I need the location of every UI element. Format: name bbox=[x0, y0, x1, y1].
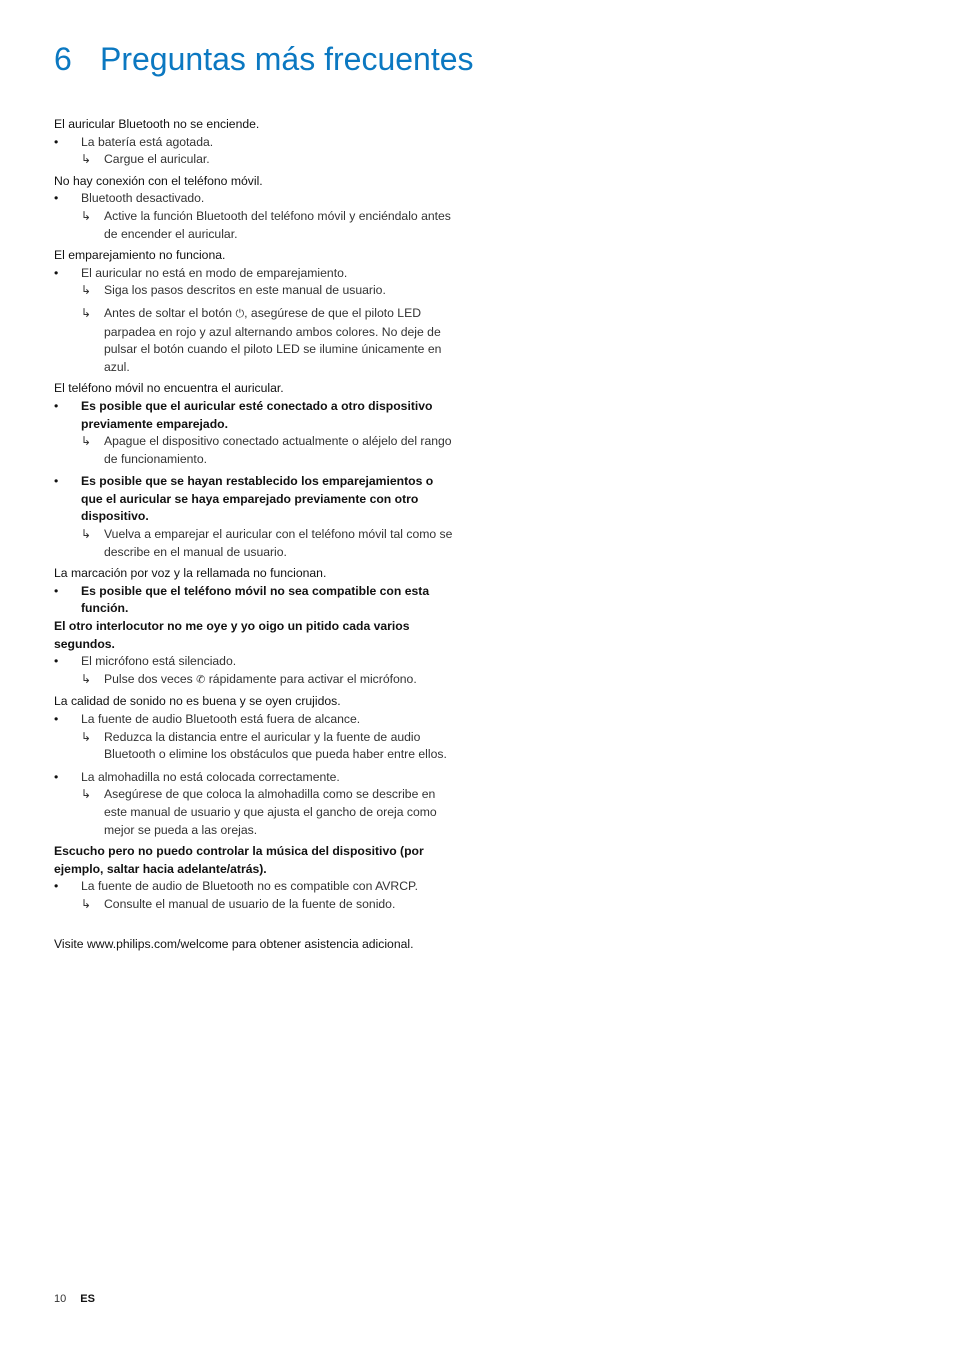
faq-section bbox=[54, 693, 454, 839]
arrow-icon: ↳ bbox=[81, 729, 92, 744]
faq-cause bbox=[54, 653, 454, 689]
cause-text: Es posible que se hayan restablecido los emparejamientos o que el auricular se haya emparejado previamente con otro dispositivo. bbox=[81, 474, 434, 524]
chapter-title: Preguntas más frecuentes bbox=[100, 41, 474, 77]
faq-question: La calidad de sonido no es buena y se oyen crujidos. bbox=[54, 694, 341, 709]
cause-text: Bluetooth desactivado. bbox=[81, 191, 205, 206]
bullet-icon: • bbox=[54, 654, 59, 669]
solution-text: Reduzca la distancia entre el auricular y la fuente de audio Bluetooth o elimine los obstáculos que pueda haber entre ellos. bbox=[104, 729, 447, 762]
bullet-icon: • bbox=[54, 265, 59, 280]
bullet-icon: • bbox=[54, 712, 59, 726]
faq-solution bbox=[81, 208, 454, 243]
faq-section bbox=[54, 618, 454, 689]
faq-solution bbox=[81, 729, 454, 764]
faq-section bbox=[54, 843, 454, 913]
arrow-icon: ↳ bbox=[81, 896, 92, 911]
faq-content bbox=[54, 116, 454, 953]
faq-question: El auricular Bluetooth no se enciende. bbox=[54, 117, 260, 131]
faq-section bbox=[54, 247, 454, 376]
solution-text: Cargue el auricular. bbox=[104, 152, 210, 167]
solution-text: Vuelva a emparejar el auricular con el teléfono móvil tal como se describe en el manual de usuario. bbox=[104, 527, 453, 559]
solution-text-end: , asegúrese de que el piloto LED parpadea en rojo y azul alternando ambos colores. No deje de pulsar el botón cuando el piloto LED se ilumine únicamente en azul. bbox=[104, 305, 442, 374]
faq-solution bbox=[81, 671, 454, 690]
faq-question: El teléfono móvil no encuentra el auricular. bbox=[54, 381, 284, 396]
faq-solution bbox=[81, 526, 454, 561]
faq-solution bbox=[81, 433, 454, 468]
solution-text-start: Pulse dos veces bbox=[104, 671, 193, 686]
faq-cause bbox=[54, 473, 454, 561]
faq-cause bbox=[54, 769, 454, 839]
faq-solution bbox=[81, 786, 454, 839]
faq-solution bbox=[81, 282, 454, 300]
solution-text: Apague el dispositivo conectado actualmente o aléjelo del rango de funcionamiento. bbox=[104, 434, 452, 466]
cause-text: El auricular no está en modo de emparejamiento. bbox=[81, 265, 348, 280]
faq-cause bbox=[54, 265, 454, 377]
page-footer bbox=[54, 1292, 95, 1306]
arrow-icon: ↳ bbox=[81, 527, 92, 542]
solution-text-end: rápidamente para activar el micrófono. bbox=[208, 671, 417, 686]
arrow-icon: ↳ bbox=[81, 305, 92, 320]
faq-question: La marcación por voz y la rellamada no funcionan. bbox=[54, 566, 327, 581]
solution-text: Active la función Bluetooth del teléfono móvil y enciéndalo antes de encender el auricular. bbox=[104, 208, 451, 241]
faq-cause bbox=[54, 190, 454, 243]
cause-text: La fuente de audio Bluetooth está fuera de alcance. bbox=[81, 712, 361, 726]
call-icon: ✆ bbox=[196, 673, 206, 686]
solution-text: Siga los pasos descritos en este manual de usuario. bbox=[104, 283, 386, 298]
faq-cause bbox=[54, 134, 454, 169]
faq-cause bbox=[54, 878, 454, 913]
faq-question: Escucho pero no puedo controlar la música del dispositivo (por ejemplo, saltar hacia adelante/atrás). bbox=[54, 844, 424, 876]
cause-text: La almohadilla no está colocada correctamente. bbox=[81, 769, 340, 784]
language-code: ES bbox=[80, 1293, 95, 1305]
faq-question: No hay conexión con el teléfono móvil. bbox=[54, 173, 263, 188]
faq-section bbox=[54, 116, 454, 169]
page-number: 10 bbox=[54, 1293, 67, 1305]
faq-solution bbox=[81, 896, 454, 914]
arrow-icon: ↳ bbox=[81, 434, 92, 449]
cause-text: La fuente de audio de Bluetooth no es compatible con AVRCP. bbox=[81, 879, 418, 894]
bullet-icon: • bbox=[54, 474, 59, 489]
bullet-icon: • bbox=[54, 398, 59, 413]
arrow-icon: ↳ bbox=[81, 787, 92, 802]
cause-text: Es posible que el auricular esté conectado a otro dispositivo previamente emparejado. bbox=[81, 398, 433, 431]
faq-section bbox=[54, 565, 454, 618]
faq-question: El emparejamiento no funciona. bbox=[54, 248, 226, 263]
arrow-icon: ↳ bbox=[81, 152, 92, 167]
solution-text: Consulte el manual de usuario de la fuente de sonido. bbox=[104, 896, 396, 911]
faq-cause bbox=[54, 398, 454, 468]
chapter-number: 6 bbox=[54, 41, 72, 77]
arrow-icon: ↳ bbox=[81, 671, 92, 686]
cause-text: La batería está agotada. bbox=[81, 134, 214, 149]
bullet-icon: • bbox=[54, 879, 59, 894]
faq-solution bbox=[81, 151, 454, 169]
bullet-icon: • bbox=[54, 769, 59, 784]
solution-text-start: Antes de soltar el botón bbox=[104, 305, 233, 320]
arrow-icon: ↳ bbox=[81, 283, 92, 298]
bullet-icon: • bbox=[54, 583, 59, 598]
bullet-icon: • bbox=[54, 191, 59, 206]
cause-text: El micrófono está silenciado. bbox=[81, 654, 237, 669]
solution-text: Asegúrese de que coloca la almohadilla como se describe en este manual de usuario y que ajusta el gancho de oreja como mejor se pueda a las orejas. bbox=[104, 787, 437, 837]
chapter-heading bbox=[54, 40, 474, 78]
faq-cause bbox=[54, 583, 454, 618]
faq-solution bbox=[81, 305, 454, 376]
bullet-icon: • bbox=[54, 134, 59, 149]
faq-question: El otro interlocutor no me oye y yo oigo un pitido cada varios segundos. bbox=[54, 619, 410, 651]
support-note: Visite www.philips.com/welcome para obtener asistencia adicional. bbox=[54, 936, 414, 951]
faq-section bbox=[54, 173, 454, 243]
arrow-icon: ↳ bbox=[81, 208, 92, 223]
cause-text: Es posible que el teléfono móvil no sea compatible con esta función. bbox=[81, 583, 430, 616]
faq-section bbox=[54, 380, 454, 561]
faq-cause bbox=[54, 711, 454, 764]
power-icon: ⏻ bbox=[235, 307, 245, 320]
